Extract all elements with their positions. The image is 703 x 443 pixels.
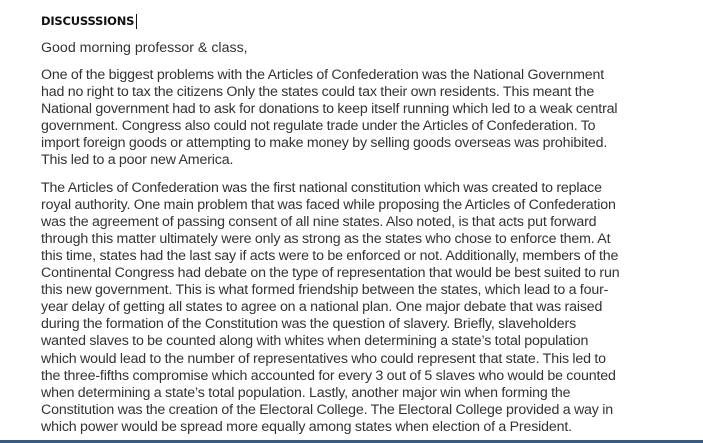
paragraph-line: National government had to ask for donations to keep itself running which led to a weak central xyxy=(41,101,618,118)
paragraph-1 xyxy=(41,67,691,170)
paragraph-2 xyxy=(41,180,691,436)
paragraph-line: year delay of getting all states to agree on a national plan. One major debate that was raised xyxy=(41,299,603,316)
text-cursor xyxy=(136,14,137,29)
paragraph-line: The Articles of Confederation was the first national constitution which was created to replace xyxy=(41,179,602,196)
paragraph-line: this new government. This is what formed friendship between the states, which lead to a four- xyxy=(41,282,609,299)
greeting: Good morning professor & class, xyxy=(41,40,248,56)
paragraph-line: when determining a state’s total population. Lastly, another major win when forming the xyxy=(41,384,571,401)
paragraph-line: had no right to tax the citizens Only the states could tax their own residents. This meant the xyxy=(41,84,595,101)
document-title-line[interactable] xyxy=(41,12,691,30)
paragraph-line: This led to a poor new America. xyxy=(41,152,234,169)
paragraph-line: the three-fifths compromise which accounted for every 3 out of 5 slaves who would be counted xyxy=(41,367,616,384)
paragraph-line: Continental Congress had debate on the type of representation that would be best suited to run xyxy=(41,265,620,282)
paragraph-line: was the agreement of passing consent of all nine states. Also noted, is that acts put forward xyxy=(41,213,597,230)
paragraph-line: royal authority. One main problem that was faced while proposing the Articles of Confederation xyxy=(41,196,616,213)
document-title: DISCUSSSIONS xyxy=(41,14,135,28)
document-body[interactable] xyxy=(41,12,691,436)
paragraph-line: government. Congress also could not regulate trade under the Articles of Confederation. To xyxy=(41,118,596,135)
paragraph-line: wanted slaves to be counted along with whites when determining a state’s total population xyxy=(41,333,589,350)
paragraph-line: import foreign goods or attempting to make money by selling goods overseas was prohibited. xyxy=(41,135,608,152)
paragraph-line: which power would be spread more equally among states when election of a President. xyxy=(41,418,572,435)
paragraph-line: Constitution was the creation of the Electoral College. The Electoral College provided a way in xyxy=(41,401,613,418)
paragraph-line: through this matter ultimately were only as strong as the states who chose to enforce them. At xyxy=(41,230,611,247)
paragraph-line: this time, states had the last say if acts were to be enforced or not. Additionally, members of the xyxy=(41,247,619,264)
paragraph-line: One of the biggest problems with the Articles of Confederation was the National Government xyxy=(41,67,605,83)
paragraph-line: which would lead to the number of representatives who could represent that state. This led to xyxy=(41,350,606,367)
paragraph-line: during the formation of the Constitution was the question of slavery. Briefly, slaveholders xyxy=(41,316,577,333)
